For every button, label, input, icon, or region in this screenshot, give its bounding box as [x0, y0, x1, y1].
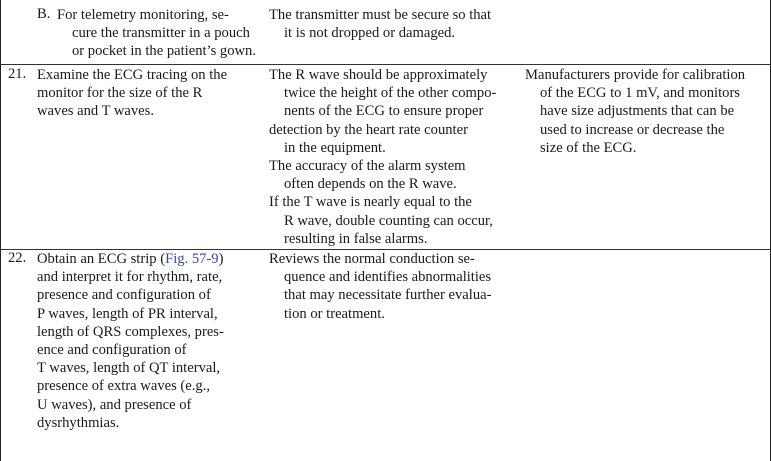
step-rationale: [269, 250, 491, 323]
text-span: ): [218, 251, 224, 267]
text-line: twice the height of the other compo-: [284, 85, 497, 102]
text-line: presence of extra waves (e.g.,: [37, 378, 211, 395]
text-line: T waves, length of QT interval,: [37, 360, 221, 377]
text-line: often depends on the R wave.: [284, 176, 457, 193]
table-left-border: [0, 0, 1, 461]
text-line: that may necessitate further evalua-: [284, 287, 492, 304]
text-line: in the equipment.: [284, 139, 386, 156]
step-action: [37, 250, 224, 432]
text-line: The accuracy of the alarm system: [269, 158, 466, 175]
text-span: Obtain an ECG strip (: [37, 251, 166, 267]
text-line: presence and configuration of: [37, 287, 211, 304]
row-divider: [1, 64, 770, 65]
text-line: and interpret it for rhythm, rate,: [37, 269, 223, 286]
text-line: size of the ECG.: [540, 139, 637, 156]
step-number: B.: [37, 6, 51, 22]
text-line: waves and T waves.: [37, 103, 154, 120]
step-rationale: [269, 66, 496, 248]
step-notes: [525, 66, 745, 157]
text-line: monitor for the size of the R: [37, 85, 203, 102]
text-line: used to increase or decrease the: [540, 121, 725, 138]
text-line: ence and configuration of: [37, 342, 187, 359]
text-line: it is not dropped or damaged.: [284, 25, 456, 42]
text-line: R wave, double counting can occur,: [284, 212, 493, 229]
text-line: or pocket in the patient’s gown.: [72, 43, 257, 60]
text-line: U waves), and presence of: [37, 396, 192, 413]
text-line: Examine the ECG tracing on the: [37, 67, 228, 83]
text-line: Reviews the normal conduction se-: [269, 251, 475, 267]
text-line: have size adjustments that can be: [540, 103, 735, 120]
step-rationale: [269, 6, 491, 42]
text-line: quence and identifies abnormalities: [284, 269, 492, 286]
step-number: 21.: [8, 66, 27, 82]
text-line: The R wave should be approximately: [269, 67, 488, 83]
text-line: length of QRS complexes, pres-: [37, 323, 224, 340]
text-line: For telemetry monitoring, se-: [57, 7, 229, 23]
text-line: Manufacturers provide for calibration: [525, 67, 746, 83]
figure-reference-link[interactable]: Fig. 57-9: [165, 251, 219, 267]
text-line: of the ECG to 1 mV, and monitors: [540, 85, 740, 102]
text-line: nents of the ECG to ensure proper: [284, 103, 484, 120]
text-line: If the T wave is nearly equal to the: [269, 194, 472, 211]
text-line: detection by the heart rate counter: [269, 121, 468, 138]
text-line: dysrhythmias.: [37, 414, 120, 431]
step-number: 22.: [8, 250, 27, 266]
text-line: [37, 250, 224, 268]
step-action: [37, 66, 227, 121]
text-line: P waves, length of PR interval,: [37, 305, 218, 322]
text-line: cure the transmitter in a pouch: [72, 25, 250, 42]
step-action: [57, 6, 256, 61]
text-line: resulting in false alarms.: [284, 230, 428, 247]
text-line: The transmitter must be secure so that: [269, 7, 492, 23]
text-line: tion or treatment.: [284, 305, 385, 322]
